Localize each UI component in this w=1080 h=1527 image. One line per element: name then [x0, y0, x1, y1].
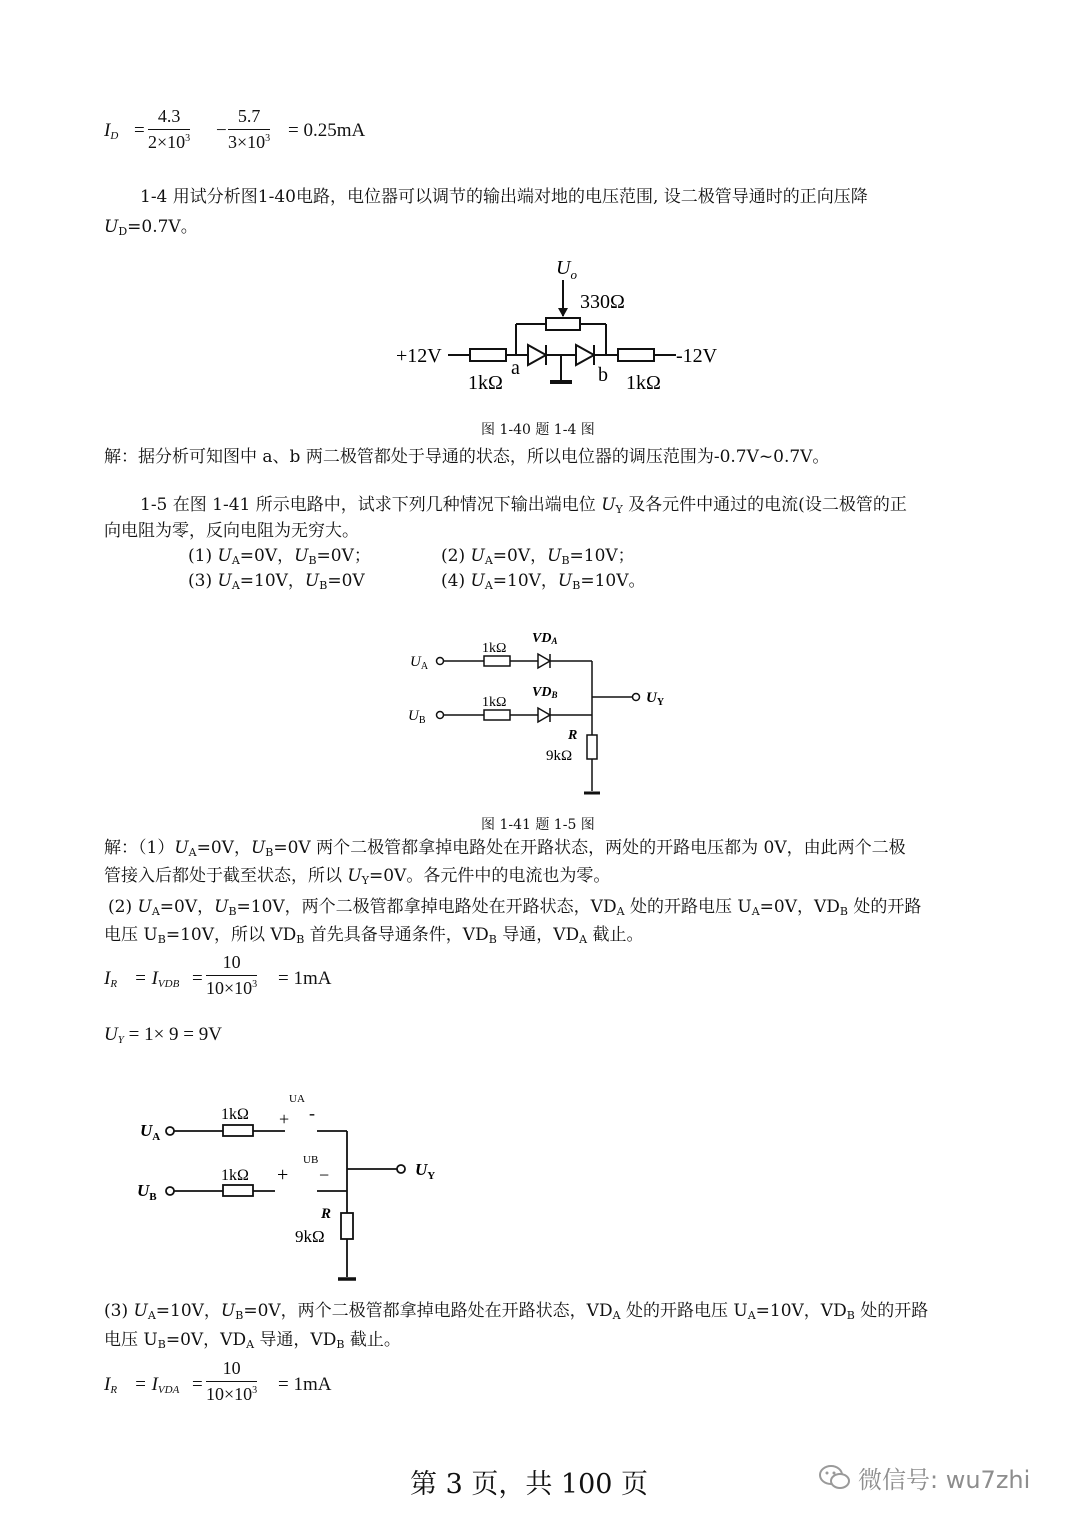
pot-label: 330Ω — [580, 291, 625, 313]
minus-2: − — [319, 1165, 330, 1185]
case-1: (1) $U_A=0V$，$U_B=0V$； — [188, 546, 371, 567]
uy-label: $U_Y$ — [415, 1160, 436, 1182]
eq-sign: = — [134, 120, 145, 141]
result: = 0.25mA — [288, 120, 366, 141]
answer-1-5-1-line1: 解：$(1)U_A=0V$，$U_B=0V$ 两个二极管都拿掉电路处在开路状态，两处的开路电压都为 0V，由此两个二极 — [104, 838, 906, 859]
figure-case2 — [125, 1085, 475, 1290]
watermark — [818, 1460, 1030, 1494]
rval-label: 9kΩ — [546, 748, 573, 764]
watermark-text: 微信号: wu7zhi — [858, 1465, 1031, 1494]
caption-1-40: 图 1-40 题 1-4 图 — [481, 422, 595, 438]
eq-ir-vda: $I_R$ = $I_{VDA}$ = $\frac{10}{10\times 10^3}$ = 1mA — [104, 1358, 332, 1404]
plus-1: + — [279, 1109, 290, 1129]
r1-label: 1kΩ — [468, 372, 503, 394]
case-4: (4) $U_A=10V$，$U_B=10V$。 — [441, 571, 646, 592]
eq-ir-vdb: $I_R$ = $I_{VDB}$ = $\frac{10}{10\times 10^3}$ = 1mA — [104, 952, 332, 998]
answer-1-5-3-line1: (3) $U_A=10V$，$U_B=0V$，两个二极管都拿掉电路处在开路状态，$VD_A$ 处的开路电压 $U_A=10V$，$VD_B$ 处的开路 — [104, 1301, 929, 1322]
wechat-icon — [818, 1463, 852, 1491]
caption-1-41: 图 1-41 题 1-5 图 — [481, 817, 595, 833]
case-2: (2) $U_A=0V$，$U_B=10V$； — [441, 546, 635, 567]
answer-1-4: 解：据分析可知图中 a、b 两二极管都处于导通的状态，所以电位器的调压范围为-0.7V~0.7V。 — [104, 447, 830, 467]
r-label: R — [321, 1206, 332, 1222]
r2-label: 1kΩ — [221, 1167, 249, 1184]
r2-label: 1kΩ — [482, 695, 507, 710]
ub-label: $U_B$ — [408, 708, 426, 726]
ua-mark: UA — [289, 1093, 305, 1105]
figure-1-41 — [400, 625, 690, 805]
q14-line1: 1-4 用试分析图1-40电路，电位器可以调节的输出端对地的电压范围, 设二极管导通时的正向压降 — [140, 187, 868, 207]
answer-1-5-1-line2: 管接入后都处于截至状态，所以 $U_Y=0V$。各元件中的电流也为零。 — [104, 866, 611, 887]
q15-line2: 向电阻为零，反向电阻为无穷大。 — [104, 521, 359, 541]
node-a: a — [511, 357, 520, 379]
r2-label: 1kΩ — [626, 372, 661, 394]
case-3: (3) $U_A=10V$，$U_B=0V$ — [188, 571, 365, 592]
answer-1-5-2-line2: 电压 $U_B=10V$，所以 $VD_B$ 首先具备导通条件，$VD_B$ 导通，$VD_A$ 截止。 — [104, 925, 644, 946]
r1-label: 1kΩ — [221, 1106, 249, 1123]
ub-mark: UB — [303, 1154, 319, 1166]
formula-id — [104, 108, 424, 168]
q15-line1: 1-5 在图 1-41 所示电路中，试求下列几种情况下输出端电位 $U_Y$ 及各元件中通过的电流(设二极管的正 — [140, 495, 907, 516]
plus-2: + — [277, 1164, 289, 1186]
uy-label: $U_Y$ — [646, 690, 665, 708]
figure-1-40 — [380, 250, 740, 400]
vdb-label: VDB — [532, 685, 558, 700]
ua-label: $U_A$ — [410, 654, 429, 672]
minus-sign: − — [216, 120, 227, 141]
ub-label: $U_B$ — [137, 1181, 157, 1203]
q14-line2: $U_D=0.7V$。 — [104, 217, 198, 238]
vda-label: VDA — [532, 631, 558, 646]
fraction: $\frac{10}{10\times 10^3}$ — [206, 952, 258, 998]
minus-1: - — [309, 1103, 315, 1123]
uo-label: $U_o$ — [556, 257, 577, 282]
rval-label: 9kΩ — [295, 1227, 325, 1246]
ua-label: $U_A$ — [140, 1121, 161, 1143]
page-number: 第 3 页，共 100 页 — [410, 1469, 649, 1500]
fraction-2: $\frac{5.7}{3\times 10^3}$ — [228, 106, 271, 152]
answer-1-5-3-line2: 电压 $U_B=0V$，$VD_A$ 导通，$VD_B$ 截止。 — [104, 1330, 401, 1351]
fraction-1: $\frac{4.3}{2\times 10^3}$ — [148, 106, 191, 152]
r1-label: 1kΩ — [482, 641, 507, 656]
fraction: $\frac{10}{10\times 10^3}$ — [206, 1358, 258, 1404]
id-lhs: $I_D$ — [104, 120, 119, 142]
eq-uy: $U_Y = 1\times 9 = 9V$ — [104, 1024, 222, 1046]
r-label: R — [568, 728, 578, 743]
vplus-label: +12V — [396, 345, 442, 367]
node-b: b — [598, 364, 608, 386]
vminus-label: -12V — [676, 345, 718, 367]
answer-1-5-2-line1: (2) $U_A=0V$，$U_B=10V$，两个二极管都拿掉电路处在开路状态，$VD_A$ 处的开路电压 $U_A=0V$，$VD_B$ 处的开路 — [108, 897, 922, 918]
